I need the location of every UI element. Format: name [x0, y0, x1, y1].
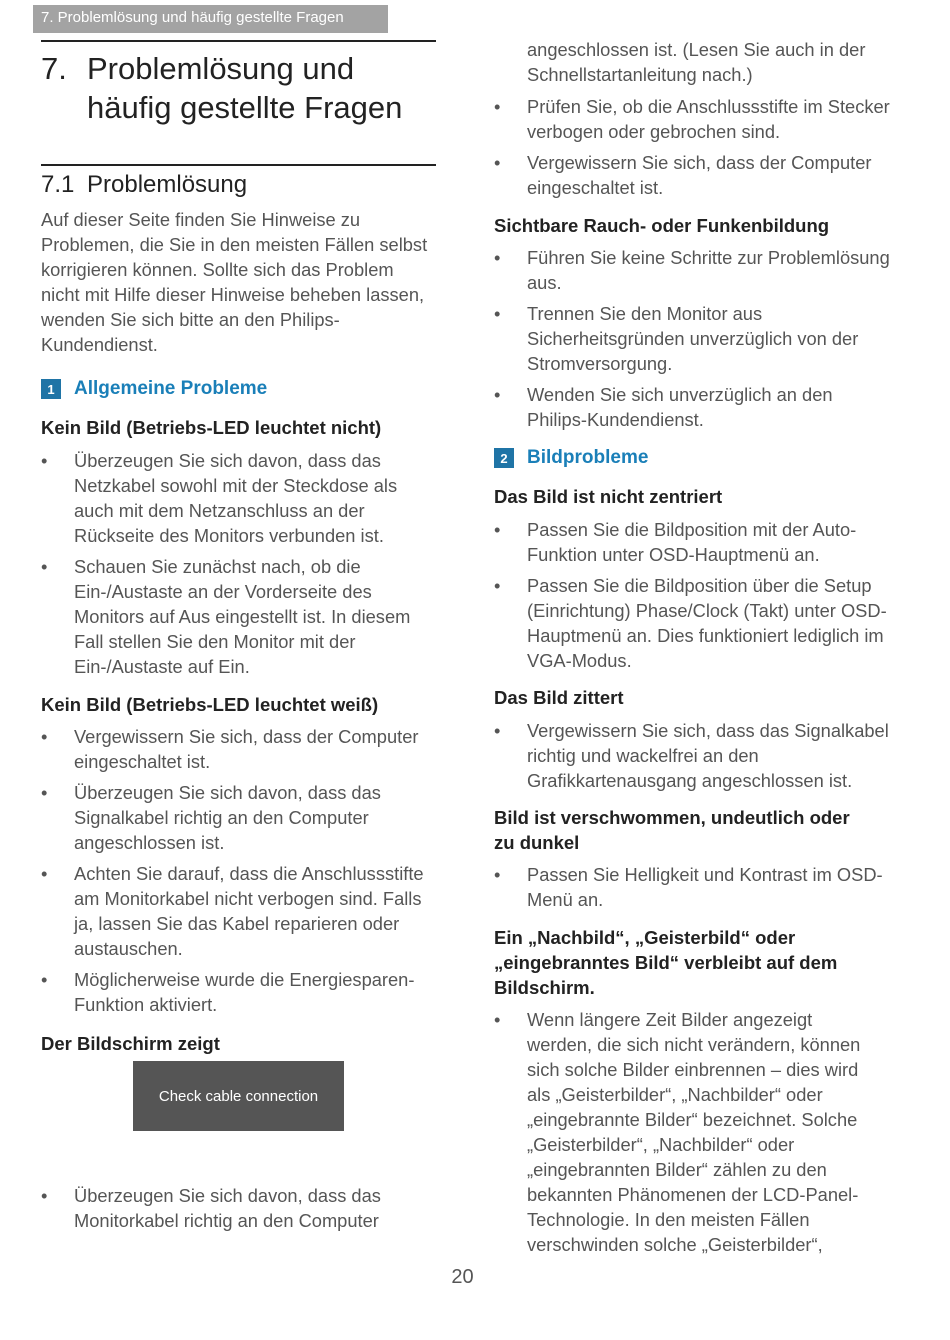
chapter-title-text: Problemlösung und häufig gestellte Fragen [87, 51, 403, 125]
list-item: • Passen Sie die Bildposition über die Setup (Einrichtung) Phase/Clock (Takt) unter OSD-Hauptmenü an. Dies funktioniert lediglich im VGA-Modus. [494, 573, 894, 673]
list-item: • Möglicherweise wurde die Energiesparen-Funktion aktiviert. [41, 967, 429, 1017]
list-item: • Vergewissern Sie sich, dass der Computer eingeschaltet ist. [41, 724, 429, 774]
list-item: • Wenden Sie sich unverzüglich an den Philips-Kundendienst. [494, 382, 894, 432]
list-item: • Führen Sie keine Schritte zur Problemlösung aus. [494, 245, 894, 295]
answers-no-picture-led-off [41, 448, 429, 685]
answers-flicker [494, 718, 894, 799]
image-problems-title: Bildprobleme [527, 447, 649, 468]
answers-ghost-image [494, 1007, 874, 1263]
list-item: • Überzeugen Sie sich davon, dass das Netzkabel sowohl mit der Steckdose als auch mit dem Netzanschluss an der Rückseite des Monitors verbunden ist. [41, 448, 429, 548]
list-item: • Vergewissern Sie sich, dass der Computer eingeschaltet ist. [494, 150, 894, 200]
list-item: • Überzeugen Sie sich davon, dass das Signalkabel richtig an den Computer angeschlossen ist. [41, 780, 429, 855]
question-flicker: Das Bild zittert [494, 687, 624, 708]
section-badge: 1 [41, 379, 61, 399]
list-item: • Passen Sie Helligkeit und Kontrast im OSD-Menü an. [494, 862, 894, 912]
question-blurry: Bild ist verschwommen, undeutlich oder zu dunkel [494, 807, 850, 853]
continued-text: angeschlossen ist. (Lesen Sie auch in der Schnellstartanleitung nach.) [527, 39, 866, 85]
chapter-number: 7. [41, 51, 67, 86]
list-item: • Passen Sie die Bildposition mit der Auto-Funktion unter OSD-Hauptmenü an. [494, 517, 894, 567]
question-screen-shows: Der Bildschirm zeigt [41, 1033, 220, 1054]
list-item: • Wenn längere Zeit Bilder angezeigt werden, die sich nicht verändern, können sich solche Bilder einbrennen – dies wird als „Geisterbilder“, „Nachbilder“ oder „eingebrannte Bilder“ bezeichnet. Solche „Geisterbilder“, „Nachbilder“ oder „eingebrannten Bilder“ zählen zu den bekannten Phänomenen der LCD-Panel-Technologie. In den meisten Fällen verschwinden solche „Geisterbilder“, [494, 1007, 874, 1257]
intro-paragraph: Auf dieser Seite finden Sie Hinweise zu Problemen, die Sie in den meisten Fällen selbst korrigieren können. Sollte sich das Problem nicht mit Hilfe dieser Hinweise beheben lassen, wenden Sie sich bitte an den Philips-Kundendienst. [41, 209, 428, 355]
osd-message-box [133, 1061, 344, 1131]
answers-no-picture-led-white [41, 724, 429, 1023]
question-smoke-sparks: Sichtbare Rauch- oder Funkenbildung [494, 215, 830, 236]
section-title-text: Problemlösung [87, 171, 248, 198]
continued-items [494, 94, 894, 206]
list-item: • Achten Sie darauf, dass die Anschlussstifte am Monitorkabel nicht verbogen sind. Falls ja, lassen Sie das Kabel reparieren oder austauschen. [41, 861, 429, 961]
page-number: 20 [451, 1266, 474, 1288]
question-no-picture-led-off: Kein Bild (Betriebs-LED leuchtet nicht) [41, 417, 382, 438]
list-item: • Trennen Sie den Monitor aus Sicherheitsgründen unverzüglich von der Stromversorgung. [494, 301, 894, 376]
list-item: • Vergewissern Sie sich, dass das Signalkabel richtig und wackelfrei an den Grafikkartenausgang angeschlossen ist. [494, 718, 894, 793]
question-no-picture-led-white: Kein Bild (Betriebs-LED leuchtet weiß) [41, 694, 379, 715]
section-badge: 2 [494, 448, 514, 468]
list-item: • Schauen Sie zunächst nach, ob die Ein-/Austaste an der Vorderseite des Monitors auf Aus eingestellt ist. In diesem Fall stellen Sie den Monitor mit der Ein-/Austaste auf Ein. [41, 554, 429, 679]
answers-blurry [494, 862, 894, 918]
question-ghost-image: Ein „Nachbild“, „Geisterbild“ oder „eingebranntes Bild“ verbleibt auf dem Bildschirm. [494, 927, 838, 998]
answers-screen-shows [41, 1183, 429, 1239]
answers-not-centered [494, 517, 894, 679]
section-number: 7.1 [41, 171, 75, 198]
answers-smoke-sparks [494, 245, 894, 438]
question-not-centered: Das Bild ist nicht zentriert [494, 486, 723, 507]
osd-message-text: Check cable connection [158, 1087, 319, 1105]
list-item: • Prüfen Sie, ob die Anschlussstifte im Stecker verbogen oder gebrochen sind. [494, 94, 894, 144]
general-problems-title: Allgemeine Probleme [74, 378, 268, 399]
section-title [41, 164, 436, 200]
list-item: • Überzeugen Sie sich davon, dass das Monitorkabel richtig an den Computer [41, 1183, 429, 1233]
running-header: 7. Problemlösung und häufig gestellte Fragen [33, 5, 388, 33]
chapter-title [41, 40, 436, 127]
image-problems-heading [494, 447, 648, 469]
general-problems-heading [41, 378, 267, 400]
